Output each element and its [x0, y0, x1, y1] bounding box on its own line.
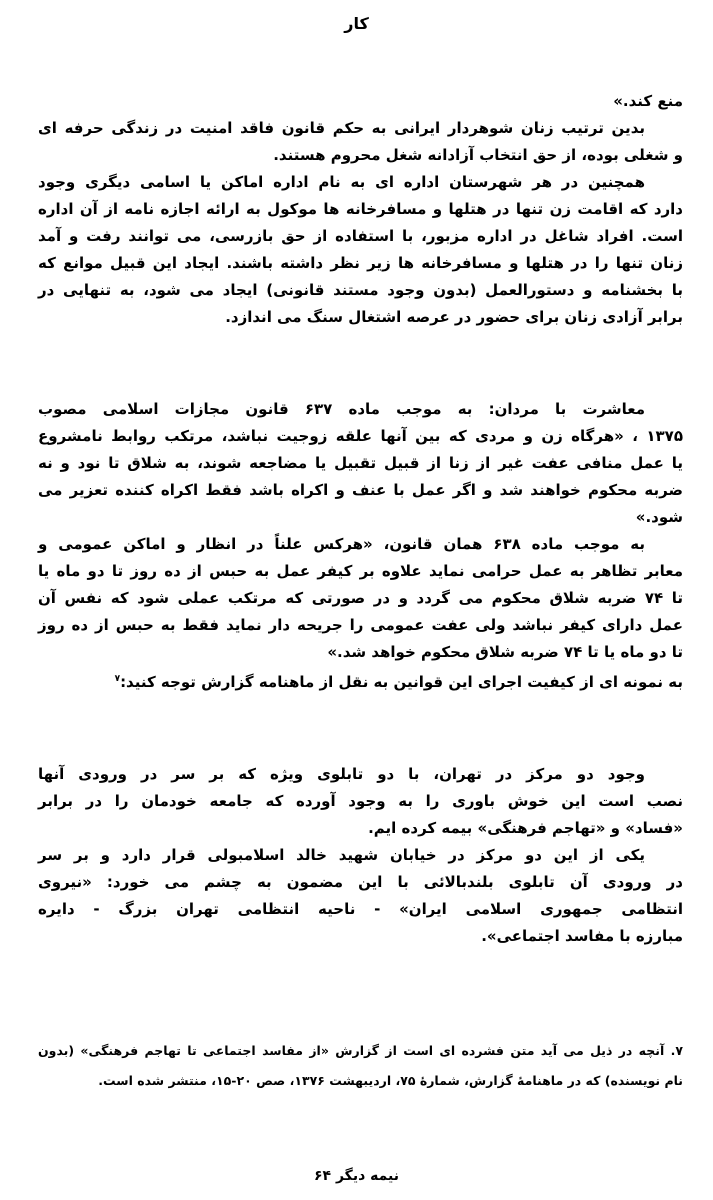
- text-line: [38, 169, 683, 196]
- line-text: معاشرت با مردان: به موجب ماده ۶۳۷ قانون مجازات اسلامی مصوب: [38, 400, 645, 418]
- text-line: [38, 869, 683, 896]
- body-text: [38, 88, 683, 950]
- line-text: است. افراد شاغل در اداره مزبور، با استفاده از حق بازرسی، می توانند رفت و آمد: [38, 227, 683, 245]
- line-text: همچنین در هر شهرستان اداره ای به نام اداره اماکن یا اسامی دیگری وجود: [38, 173, 645, 191]
- text-line: [38, 923, 683, 950]
- line-text: ۱۳۷۵ ، «هرگاه زن و مردی که بین آنها علقه زوجیت نباشد، مرتکب روابط نامشروع: [38, 427, 683, 445]
- text-line: [38, 666, 683, 696]
- line-text: تا دو ماه یا تا ۷۴ ضربه شلاق محکوم خواهد شد.»: [327, 643, 683, 661]
- text-line: [38, 896, 683, 923]
- running-header: کار: [344, 14, 369, 33]
- line-text: «فساد» و «تهاجم فرهنگی» بیمه کرده ایم.: [368, 819, 683, 837]
- text-line: [38, 531, 683, 558]
- line-text: بدین ترتیب زنان شوهردار ایرانی به حکم قانون فاقد امنیت در زندگی حرفه ای: [38, 119, 645, 137]
- line-text: و شغلی بوده، از حق انتخاب آزادانه شغل محروم هستند.: [273, 146, 683, 164]
- text-line: [38, 558, 683, 585]
- line-text: معابر تظاهر به عمل حرامی نماید علاوه بر کیفر عمل به حبس از ده روز تا دو ماه یا: [38, 562, 683, 580]
- line-text: انتظامی جمهوری اسلامی ایران» - ناحیه انتظامی تهران بزرگ - دایره: [38, 900, 683, 918]
- text-line: [38, 639, 683, 666]
- text-line: [38, 504, 683, 531]
- footnote-line: ۷. آنچه در ذیل می آید متن فشرده ای است از گزارش «از مفاسد اجتماعی تا تهاجم فرهنگی» (بدون: [38, 1043, 683, 1058]
- footnotes: [38, 1036, 683, 1096]
- line-text: تا ۷۴ ضربه شلاق محکوم می گردد و در صورتی که مرتکب عملی شود که نفس آن: [38, 589, 683, 607]
- text-line: [38, 142, 683, 169]
- text-line: [38, 396, 683, 423]
- line-text: یکی از این دو مرکز در خیابان شهید خالد اسلامبولی قرار دارد و بر سر: [38, 846, 645, 864]
- page-footer: نیمه دیگر ۶۴: [314, 1168, 399, 1184]
- line-text: نصب است این خوش باوری را به وجود آورده که جامعه خودمان را در برابر: [38, 792, 683, 810]
- text-line: [38, 115, 683, 142]
- line-text: با بخشنامه و دستورالعمل (بدون وجود مستند قانونی) ایجاد می شود، به تنهایی در: [38, 281, 683, 299]
- footnote-line: نام نویسنده) که در ماهنامهٔ گزارش، شمارهٔ ۷۵، اردیبهشت ۱۳۷۶، صص ۲۰-۱۵، منتشر شده است.: [98, 1073, 683, 1088]
- line-text: عمل دارای کیفر نباشد ولی عفت عمومی را جریحه دار نماید فقط به حبس از ده روز: [38, 616, 683, 634]
- text-line: [38, 277, 683, 304]
- line-text: مبارزه با مفاسد اجتماعی».: [481, 927, 683, 945]
- line-text: یا عمل منافی عفت غیر از زنا از قبیل تقبیل یا مضاجعه شوند، به شلاق تا نود و نه: [38, 454, 683, 472]
- text-line: [38, 450, 683, 477]
- text-line: [38, 842, 683, 869]
- text-line: [38, 223, 683, 250]
- line-text: به نمونه ای از کیفیت اجرای این قوانین به نقل از ماهنامه گزارش توجه کنید:: [120, 673, 683, 691]
- line-text: ضربه محکوم خواهند شد و اگر عمل با عنف و اکراه باشد فقط اکراه کننده تعزیر می: [38, 481, 683, 499]
- text-line: [38, 612, 683, 639]
- text-line: [38, 761, 683, 788]
- line-text: دارد که اقامت زن تنها در هتلها و مسافرخانه ها موکول به ارائه اجازه نامه از آن اداره: [38, 200, 683, 218]
- text-line: [38, 788, 683, 815]
- text-line: [38, 815, 683, 842]
- text-line: [38, 477, 683, 504]
- text-line: [38, 88, 683, 115]
- line-text: منع کند.»: [613, 92, 683, 110]
- line-text: وجود دو مرکز در تهران، با دو تابلوی ویژه که بر سر در ورودی آنها: [38, 765, 645, 783]
- line-text: شود.»: [635, 508, 683, 526]
- footnote-ref: ۷: [114, 674, 121, 684]
- line-text: برابر آزادی زنان برای حضور در عرصه اشتغال سنگ می اندازد.: [225, 308, 683, 326]
- text-line: [38, 423, 683, 450]
- line-text: در ورودی آن تابلوی بلندبالائی با این مضمون به چشم می خورد: «نیروی: [38, 873, 683, 891]
- text-line: [38, 585, 683, 612]
- text-line: [38, 304, 683, 331]
- line-text: زنان تنها را در هتلها و مسافرخانه ها زیر نظر داشته باشند. ایجاد این قبیل موانع که: [38, 254, 683, 272]
- text-line: [38, 250, 683, 277]
- text-line: [38, 196, 683, 223]
- line-text: به موجب ماده ۶۳۸ همان قانون، «هرکس علناً در انظار و اماکن عمومی و: [38, 535, 646, 553]
